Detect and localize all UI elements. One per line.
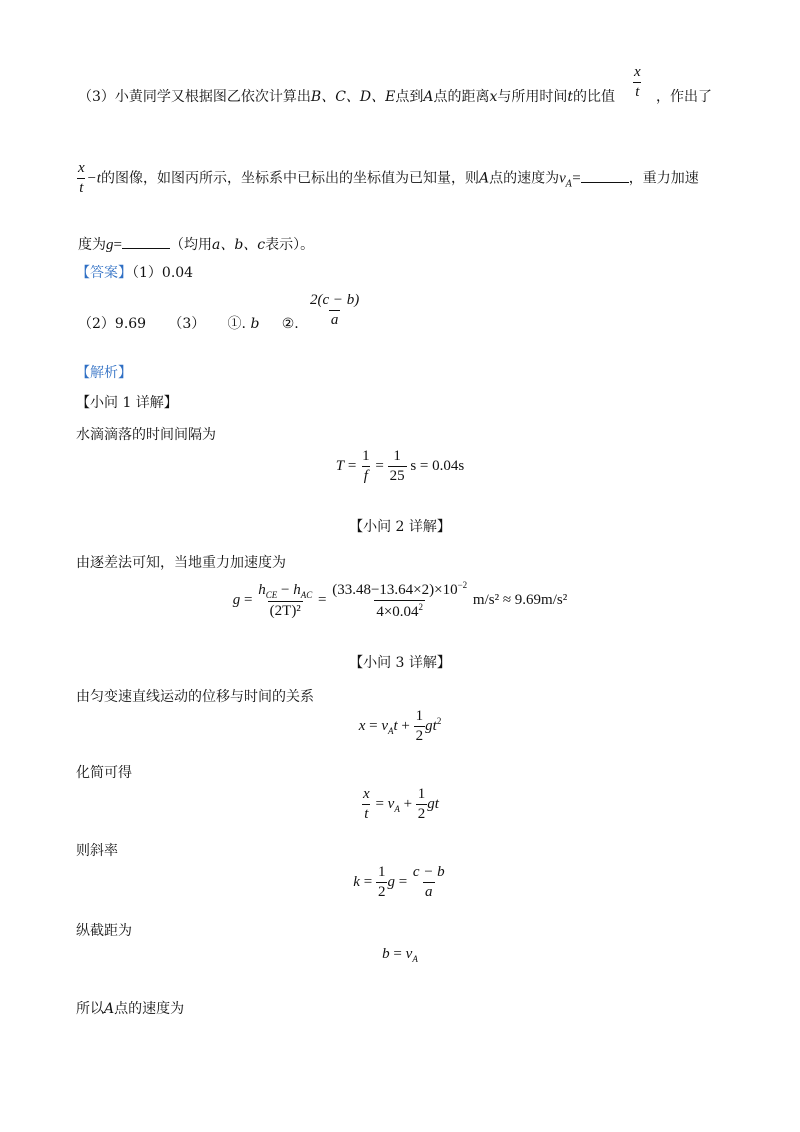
q2-equation: g = $\frac{h_{CE} - h_{AC}}{\text{(2T)²}}$ = $\frac{(33.48-13.64\times 2)\times 10^{-2}}{4\times 0.04^2}$ m/s² ≈ 9.69m/s²	[232, 580, 568, 620]
q3-equation-2: $\frac{x}{t}$ = $v_A$ + $\frac{1}{2}$ gt	[363, 786, 439, 822]
answer-label: 【答案】	[76, 265, 132, 281]
q1-text: 水滴滴落的时间间隔为	[76, 427, 216, 443]
answer-fraction: $\frac{2(c - b)}{a}$	[310, 292, 360, 328]
question-line-1-tail: ，作出了	[656, 89, 712, 105]
question-line-2: $\frac{x}{t}$ −t的图像，如图丙所示，坐标系中已标出的坐标值为已知量，则A点的速度为$v_A=$ ，重力加速	[78, 160, 699, 196]
blank-vA[interactable]	[581, 170, 629, 183]
q3-equation-3: k = $\frac{1}{2}$ g = $\frac{c - b}{a}$	[353, 864, 445, 900]
question-line-3: 度为g= （均用a、b、c表示）。	[78, 237, 315, 253]
q3-text-3: 则斜率	[76, 843, 118, 859]
q3-title: 【小问 3 详解】	[349, 655, 451, 671]
q1-equation: T = $\frac{1}{f}$ = $\frac{1}{25}$ s = 0.04s	[335, 448, 465, 484]
q2-title: 【小问 2 详解】	[349, 519, 451, 535]
blank-g[interactable]	[122, 236, 170, 249]
fraction-x-over-t: $\frac{x}{t}$	[634, 64, 641, 100]
q3-text-1: 由匀变速直线运动的位移与时间的关系	[76, 689, 314, 705]
q3-text-2: 化简可得	[76, 765, 132, 781]
analysis-label: 【解析】	[76, 365, 132, 381]
q3-equation-1: $x = v_At$ + $\frac{1}{2}$ $gt^2$	[358, 708, 442, 744]
q3-equation-4: $b = v_A$	[382, 946, 418, 964]
q3-text-5: 所以A点的速度为	[76, 1001, 185, 1017]
q2-text: 由逐差法可知，当地重力加速度为	[76, 555, 286, 571]
q3-text-4: 纵截距为	[76, 923, 132, 939]
question-line-1: （3）小黄同学又根据图乙依次计算出B、C、D、E点到A点的距离x与所用时间t的比值	[78, 89, 616, 105]
answer-line-1: 【答案】（1）0.04	[76, 265, 194, 281]
answer-line-2: （2）9.69 （3） ①. b ②.	[78, 316, 299, 332]
q1-title: 【小问 1 详解】	[76, 395, 178, 411]
